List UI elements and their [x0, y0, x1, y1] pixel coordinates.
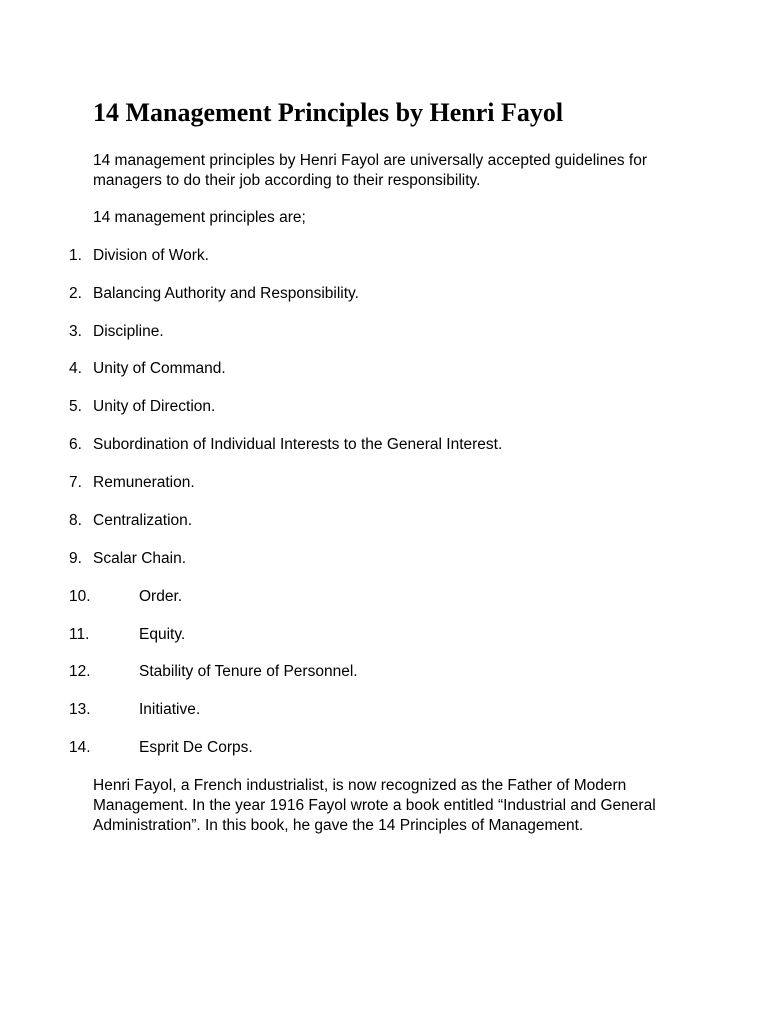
list-item	[69, 322, 164, 342]
list-item-number: 13.	[69, 701, 91, 718]
list-item-number: 1.	[69, 247, 82, 264]
list-item-number: 12.	[69, 663, 91, 680]
closing-paragraph: Henri Fayol, a French industrialist, is now recognized as the Father of Modern Management. In the year 1916 Fayol wrote a book entitled “Industrial and General Administration”. In this book, he gave the 14 Principles of Management.	[93, 777, 656, 834]
list-item-number: 9.	[69, 550, 82, 567]
list-lead-text: 14 management principles are;	[93, 209, 306, 226]
list-item	[69, 700, 200, 720]
list-item-number: 7.	[69, 474, 82, 491]
list-item	[69, 359, 226, 379]
list-item	[69, 738, 253, 758]
list-item	[69, 397, 215, 417]
list-item-number: 14.	[69, 739, 91, 756]
list-item	[69, 625, 185, 645]
list-item-number: 8.	[69, 512, 82, 529]
list-item-text: Division of Work.	[93, 247, 209, 264]
list-item-text: Subordination of Individual Interests to the General Interest.	[93, 436, 503, 453]
list-item-text: Centralization.	[93, 512, 193, 529]
list-item-number: 10.	[69, 588, 91, 605]
list-item	[69, 284, 359, 304]
list-item	[69, 549, 186, 569]
list-item-text: Scalar Chain.	[93, 550, 187, 567]
list-item-number: 6.	[69, 436, 82, 453]
list-item-number: 5.	[69, 398, 82, 415]
list-item-text: Balancing Authority and Responsibility.	[93, 285, 359, 302]
list-item	[69, 473, 195, 493]
list-item-text: Unity of Direction.	[93, 398, 216, 415]
list-item-text: Remuneration.	[93, 474, 195, 491]
list-item-text: Stability of Tenure of Personnel.	[139, 663, 358, 680]
intro-paragraph: 14 management principles by Henri Fayol are universally accepted guidelines for managers to do their job according to their responsibility.	[93, 152, 647, 189]
list-item-number: 2.	[69, 285, 82, 302]
list-item-text: Equity.	[139, 626, 186, 643]
list-item	[69, 435, 502, 455]
list-item	[69, 587, 182, 607]
list-item	[69, 511, 192, 531]
list-item-text: Initiative.	[139, 701, 201, 718]
list-item-text: Esprit De Corps.	[139, 739, 253, 756]
list-item	[69, 246, 209, 266]
list-item	[69, 662, 358, 682]
list-item-number: 3.	[69, 323, 82, 340]
list-item-number: 4.	[69, 360, 82, 377]
list-item-text: Unity of Command.	[93, 360, 226, 377]
list-item-number: 11.	[69, 626, 90, 643]
list-item-text: Order.	[139, 588, 183, 605]
page-title: 14 Management Principles by Henri Fayol	[93, 98, 564, 127]
list-item-text: Discipline.	[93, 323, 164, 340]
